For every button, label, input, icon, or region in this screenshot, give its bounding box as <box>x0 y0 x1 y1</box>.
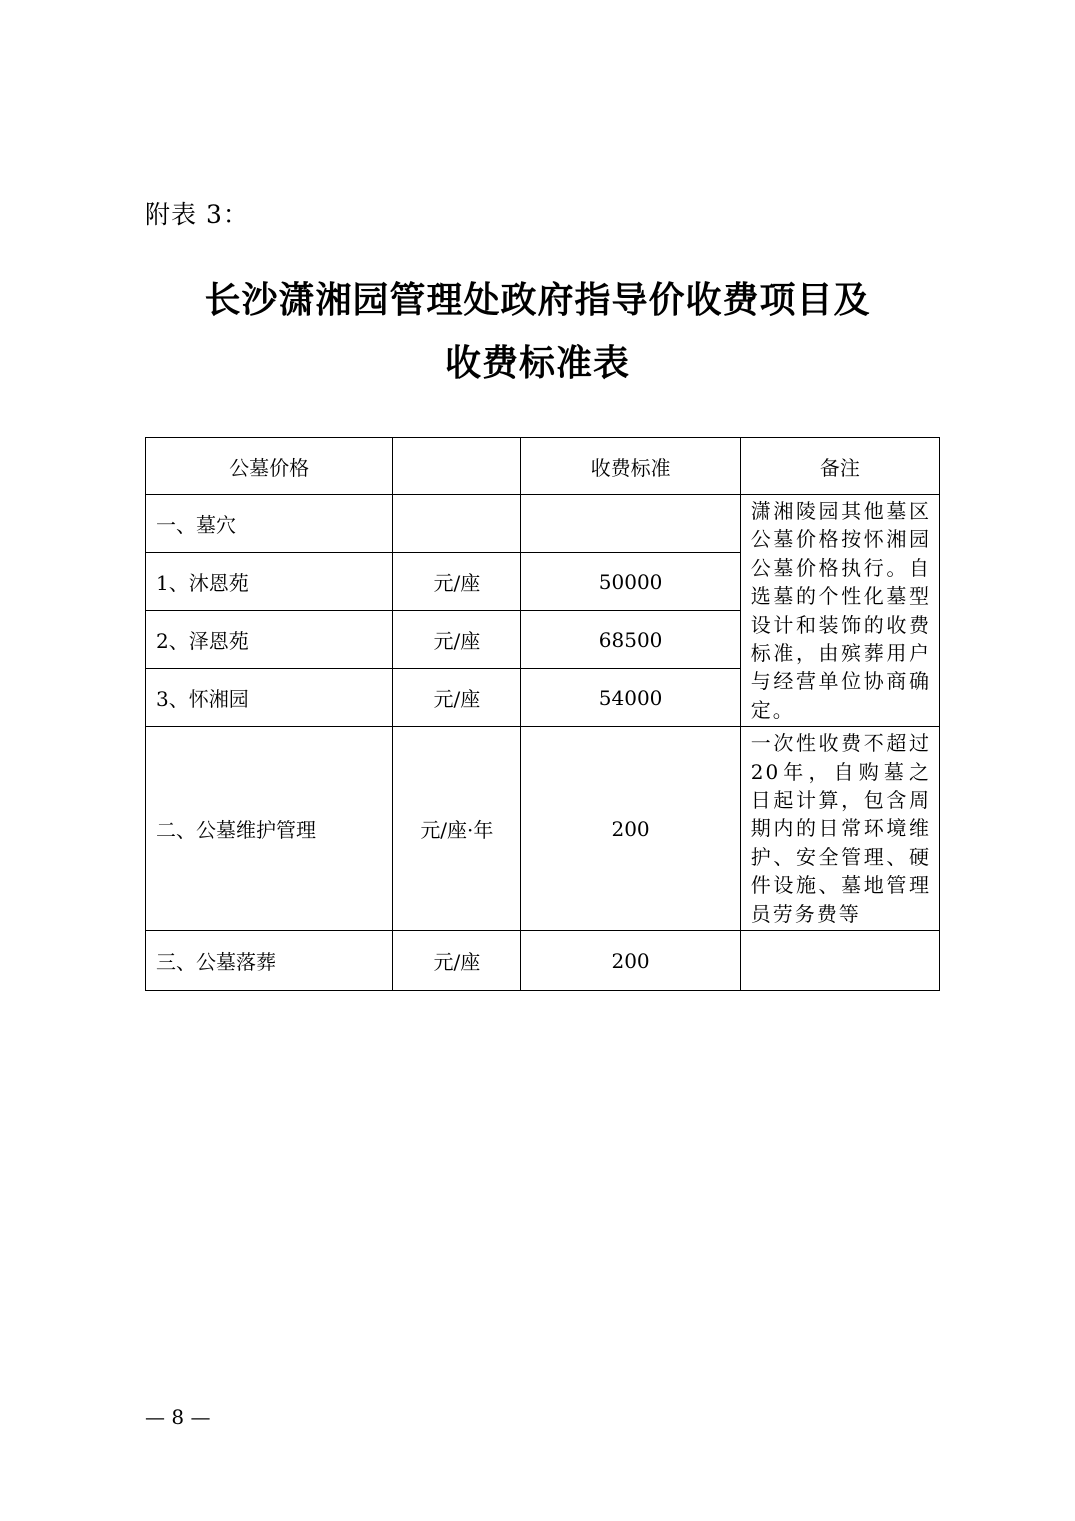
title-line-1: 长沙潇湘园管理处政府指导价收费项目及 <box>204 279 871 321</box>
unit-cell: 元/座·年 <box>393 727 521 931</box>
unit-cell <box>393 495 521 553</box>
unit-cell: 元/座 <box>393 931 521 991</box>
unit-cell: 元/座 <box>393 669 521 727</box>
item-cell: 二、公墓维护管理 <box>146 727 393 931</box>
fee-standard-table <box>145 437 940 991</box>
page-number: — 8 — <box>145 1405 211 1429</box>
table-row <box>146 727 940 931</box>
note-cell-empty <box>740 931 939 991</box>
note-cell-tomb: 潇湘陵园其他墓区公墓价格按怀湘园公墓价格执行。自选墓的个性化墓型设计和装饰的收费标准，由殡葬用户与经营单位协商确定。 <box>740 495 939 727</box>
standard-cell: 68500 <box>521 611 740 669</box>
header-note: 备注 <box>740 438 939 495</box>
header-item: 公墓价格 <box>146 438 393 495</box>
standard-cell: 54000 <box>521 669 740 727</box>
standard-cell <box>521 495 740 553</box>
standard-cell: 200 <box>521 931 740 991</box>
unit-cell: 元/座 <box>393 611 521 669</box>
standard-cell: 200 <box>521 727 740 931</box>
unit-cell: 元/座 <box>393 553 521 611</box>
item-cell: 三、公墓落葬 <box>146 931 393 991</box>
item-cell: 1、沐恩苑 <box>146 553 393 611</box>
header-standard: 收费标准 <box>521 438 740 495</box>
note-cell-maintenance: 一次性收费不超过20年，自购墓之日起计算，包含周期内的日常环境维护、安全管理、硬件设施、墓地管理员劳务费等 <box>740 727 939 931</box>
table-row <box>146 495 940 553</box>
item-cell: 3、怀湘园 <box>146 669 393 727</box>
header-unit <box>393 438 521 495</box>
standard-cell: 50000 <box>521 553 740 611</box>
table-header-row <box>146 438 940 495</box>
title-line-2: 收费标准表 <box>444 342 630 384</box>
attachment-label: 附表 3： <box>145 200 249 229</box>
item-cell: 2、泽恩苑 <box>146 611 393 669</box>
table-row <box>146 931 940 991</box>
item-cell: 一、墓穴 <box>146 495 393 553</box>
